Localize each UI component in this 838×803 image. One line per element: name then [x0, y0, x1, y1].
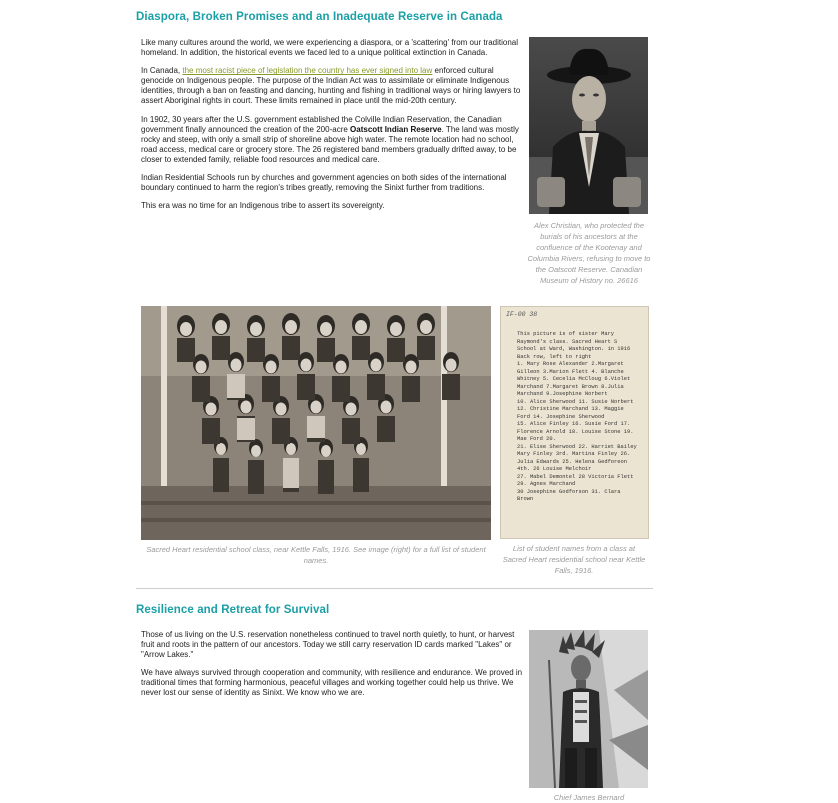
paragraph: Indian Residential Schools run by churches and government agencies on both sides of the international boundary continued to harm the region's tribes greatly, removing the Sinixt further from traditions.: [141, 173, 507, 193]
section-body-diaspora: [141, 38, 523, 219]
text-span: enforced cultural genocide on Indigenous people. The purpose of the Indian Act was to assimilate or eliminate Indigenous identities, through a ban on feasting and dancing, hunting and fishing in traditional ways or hiring lawyers to assert Aboriginal rights in court. These limits remained in place until the mid-20th century.: [141, 66, 521, 106]
archive-tag: IF-00 38: [506, 311, 538, 318]
chief-james-bernard-photo: [529, 630, 648, 788]
text-span: . The land was mostly rocky and steep, with only a small strip of shoreline above high water. The remote location had no school, road access, medical care or grocery store. The 26 registered band members gradually drifted away, to be closer to extended family, reliable food resources and medical care.: [141, 124, 519, 164]
class-photo-illustration: [141, 306, 491, 540]
section-body-resilience: [141, 630, 523, 707]
paragraph: Those of us living on the U.S. reservation nonetheless continued to travel north quietly, to hunt, or harvest fruit and roots in the pattern of our ancestors. Today we still carry reservation ID cards marked "Lakes" or "Arrow Lakes.": [141, 630, 515, 660]
section-heading-diaspora: Diaspora, Broken Promises and an Inadequate Reserve in Canada: [136, 11, 503, 23]
reserve-name: Oatscott Indian Reserve: [350, 124, 442, 134]
indian-act-link[interactable]: the most racist piece of legislation the country has ever signed into law: [182, 66, 433, 76]
section-divider: [136, 588, 653, 589]
text-span: In 1902, 30 years after the U.S. government established the Colville Indian Reservation, the Canadian government finally announced the creation of the 200-acre: [141, 114, 502, 134]
student-list-text: This picture is of sister Mary Raymond's class. Sacred Heart S School at Ward, Washington. in 1916 Back row, left to right 1. Mary Rose Alexander 2.Margaret Gilleon 3.Marion Flett 4. Blanche Whitney 5. Cecelia McCloug 6.Violet Marchand 7.Margaret Brown 8.Julia Marchand 9.Josephine Norbert 10. Alice Sherwood 11. Susie Norbert 12. Christine Marchand 13. Maggie Ford 14. Josephine Sherwood 15. Alice Finley 16. Susie Ford 17. Florence Arnold 18. Louise Stone 19. Mae Ford 20. 21. Elise Sherwood 22. Harriet Bailey Mary Finley 3rd. Martina Finley 26. Julia Edwards 25. Helena Gedforeon 4th. 26 Louise Melchoir 27. Mabel Demontel 28 Victoria Flett 29. Agnes Marchand 30 Josephine Godforson 31. Clara Brown: [517, 331, 637, 502]
paragraph: We have always survived through cooperation and community, with resilience and endurance. We proved in traditional times that forming harmonious, peaceful villages and working together could help us thrive. We never lost our sense of identity as Sinixt. We know who we are.: [141, 668, 523, 698]
student-list-photo: [500, 306, 649, 539]
chief-photo-illustration: [529, 630, 648, 788]
text-span: In Canada,: [141, 66, 183, 76]
residential-school-class-photo: [141, 306, 491, 540]
chief-james-bernard-caption: Chief James Bernard: [553, 793, 625, 802]
alex-christian-photo: [529, 37, 648, 214]
student-list-caption: List of student names from a class at Sacred Heart residential school near Kettle Falls, 1916.: [502, 544, 646, 575]
alex-christian-caption: Alex Christian, who protected the burials of his ancestors at the confluence of the Kootenay and Columbia Rivers, refusing to move to the Oatscott Reserve. Canadian Museum of History no. 26616: [527, 221, 651, 285]
section-heading-resilience: Resilience and Retreat for Survival: [136, 604, 330, 616]
portrait-illustration: [529, 37, 648, 214]
paragraph: This era was no time for an Indigenous tribe to assert its sovereignty.: [141, 201, 385, 211]
paragraph: Like many cultures around the world, we were experiencing a diaspora, or a 'scattering' from our traditional homeland. In addition, the historical events we faced led to a unique political extinction in Canada.: [141, 38, 519, 58]
paragraph: [141, 115, 523, 165]
class-photo-caption: Sacred Heart residential school class, near Kettle Falls, 1916. See image (right) for a full list of student names.: [146, 545, 486, 565]
paragraph: [141, 66, 523, 106]
